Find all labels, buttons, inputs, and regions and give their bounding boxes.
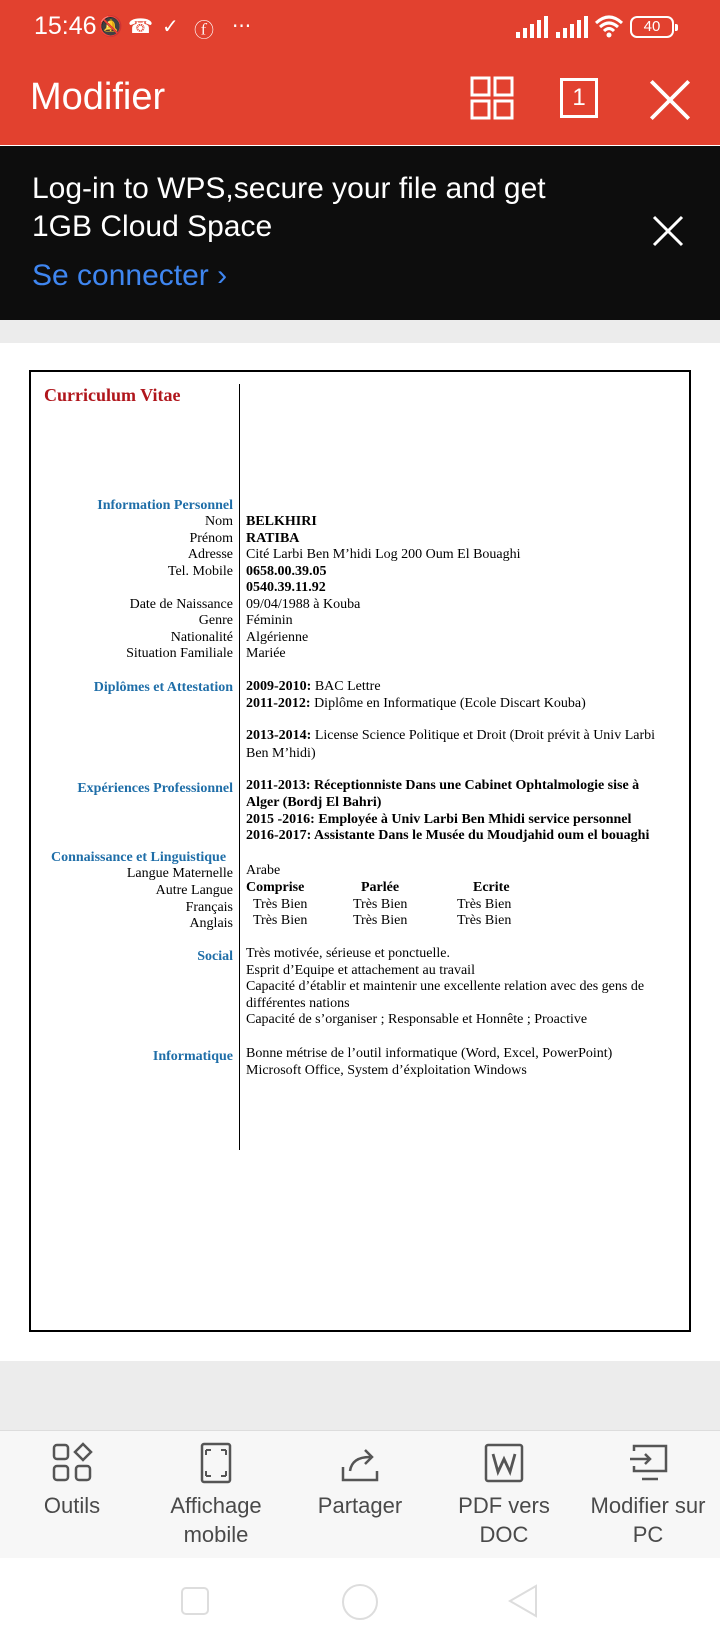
share-icon: [338, 1441, 382, 1485]
field-value: Arabe: [246, 863, 281, 878]
field-label: Genre: [198, 613, 233, 628]
lang-level: Très Bien: [253, 897, 308, 912]
banner-text: Log-in to WPS,secure your file and get: [32, 172, 546, 205]
grid-view-icon[interactable]: [470, 76, 514, 120]
field-label: Nom: [205, 514, 233, 529]
battery-icon: 40: [630, 16, 674, 38]
cv-column-divider: [239, 384, 240, 1150]
missed-call-icon: ☎: [128, 14, 153, 38]
toolbar-label: Modifier sur PC: [590, 1493, 706, 1547]
field-label: Nationalité: [170, 630, 233, 645]
recent-apps-icon[interactable]: [180, 1586, 210, 1616]
system-navigation-bar: [0, 1558, 720, 1650]
lang-header: Ecrite: [473, 880, 510, 895]
cv-title: Curriculum Vitae: [44, 385, 181, 405]
facebook-icon: ⓕ: [194, 18, 214, 42]
pdf-to-doc-button[interactable]: [432, 1441, 576, 1549]
field-value: 0540.39.11.92: [246, 580, 326, 595]
field-value: RATIBA: [246, 531, 300, 546]
section-personal: Information Personnel: [97, 498, 233, 513]
login-link[interactable]: Se connecter ›: [32, 259, 228, 292]
field-label: Adresse: [187, 547, 233, 562]
section-experience: Expériences Professionnel: [77, 781, 233, 796]
experience-line: 2011-2013: Réceptionniste Dans une Cabinet Ophtalmologie sise à: [246, 778, 640, 793]
social-line: Très motivée, sérieuse et ponctuelle.: [246, 946, 450, 961]
toolbar-label: PDF vers DOC: [458, 1493, 550, 1547]
field-label: Situation Familiale: [126, 646, 233, 661]
app-header: [0, 0, 720, 145]
field-value: 09/04/1988 à Kouba: [246, 597, 361, 612]
page-title: Modifier: [30, 76, 166, 118]
field-value: Cité Larbi Ben M’hidi Log 200 Oum El Bouaghi: [246, 547, 521, 562]
home-icon[interactable]: [340, 1582, 380, 1622]
section-social: Social: [197, 949, 233, 964]
lang-level: Très Bien: [457, 913, 512, 928]
section-informatique: Informatique: [152, 1049, 233, 1064]
field-value: Féminin: [246, 613, 293, 628]
toolbar-label: Partager: [317, 1493, 403, 1518]
close-icon[interactable]: [648, 78, 692, 122]
edit-on-pc-button[interactable]: [576, 1441, 720, 1549]
field-label: Langue Maternelle: [126, 866, 233, 881]
lang-level: Très Bien: [457, 897, 512, 912]
informatique-line: Bonne métrise de l’outil informatique (Word, Excel, PowerPoint): [246, 1046, 613, 1061]
mobile-view-icon: [194, 1441, 238, 1485]
social-line: Capacité de s’organiser ; Responsable et Honnête ; Proactive: [246, 1012, 588, 1027]
banner-close-icon[interactable]: [652, 215, 684, 247]
tools-icon: [50, 1441, 94, 1485]
lang-level: Très Bien: [353, 913, 408, 928]
signal-icon: [556, 16, 590, 38]
pdf-to-doc-icon: [482, 1441, 526, 1485]
social-line: Esprit d’Equipe et attachement au travail: [246, 963, 475, 978]
toolbar-label: Outils: [43, 1493, 101, 1518]
status-time: 15:46: [34, 12, 97, 40]
more-icon: ···: [232, 14, 252, 38]
diploma-line: 2009-2010: BAC Lettre: [246, 679, 381, 694]
signal-icon: [516, 16, 550, 38]
field-label: Date de Naissance: [129, 597, 233, 612]
wifi-icon: [594, 14, 624, 38]
tools-button[interactable]: [0, 1441, 144, 1520]
section-languages: Connaissance et Linguistique: [51, 850, 227, 865]
field-label: Français: [185, 900, 233, 915]
bell-off-icon: 🔕: [98, 14, 123, 38]
lang-level: Très Bien: [253, 913, 308, 928]
section-diplomas: Diplômes et Attestation: [93, 680, 233, 695]
social-line: Capacité d’établir et maintenir une excellente relation avec des gens de: [246, 979, 645, 994]
informatique-line: Microsoft Office, System d’éxploitation Windows: [246, 1063, 527, 1078]
field-value: 0658.00.39.05: [246, 564, 327, 579]
login-banner: [0, 146, 720, 320]
page-count-button[interactable]: 1: [560, 78, 598, 118]
field-label: Prénom: [189, 531, 233, 546]
experience-line: 2016-2017: Assistante Dans le Musée du Moudjahid oum el bouaghi: [246, 828, 650, 843]
field-value: BELKHIRI: [246, 514, 317, 529]
bottom-toolbar: [0, 1430, 720, 1558]
diploma-line: Ben M’hidi): [246, 746, 316, 761]
check-icon: ✓: [162, 14, 179, 38]
mobile-view-button[interactable]: [144, 1441, 288, 1549]
field-label: Anglais: [189, 916, 233, 931]
diploma-line: 2013-2014: License Science Politique et Droit (Droit prévit à Univ Larbi: [246, 728, 656, 743]
field-label: Tel. Mobile: [167, 564, 233, 579]
social-line: différentes nations: [246, 996, 350, 1011]
diploma-line: 2011-2012: Diplôme en Informatique (Ecole Discart Kouba): [246, 696, 586, 711]
edit-on-pc-icon: [626, 1441, 670, 1485]
experience-line: Alger (Bordj El Bahri): [246, 795, 382, 810]
field-label: Autre Langue: [155, 883, 233, 898]
back-icon[interactable]: [508, 1584, 538, 1618]
toolbar-label: Affichage mobile: [170, 1493, 262, 1547]
banner-text: 1GB Cloud Space: [32, 210, 273, 243]
field-value: Algérienne: [246, 630, 309, 645]
field-value: Mariée: [246, 646, 286, 661]
experience-line: 2015 -2016: Employée à Univ Larbi Ben Mhidi service personnel: [246, 812, 632, 827]
share-button[interactable]: [288, 1441, 432, 1520]
lang-header: Parlée: [361, 880, 400, 895]
lang-level: Très Bien: [353, 897, 408, 912]
lang-header: Comprise: [246, 880, 305, 895]
